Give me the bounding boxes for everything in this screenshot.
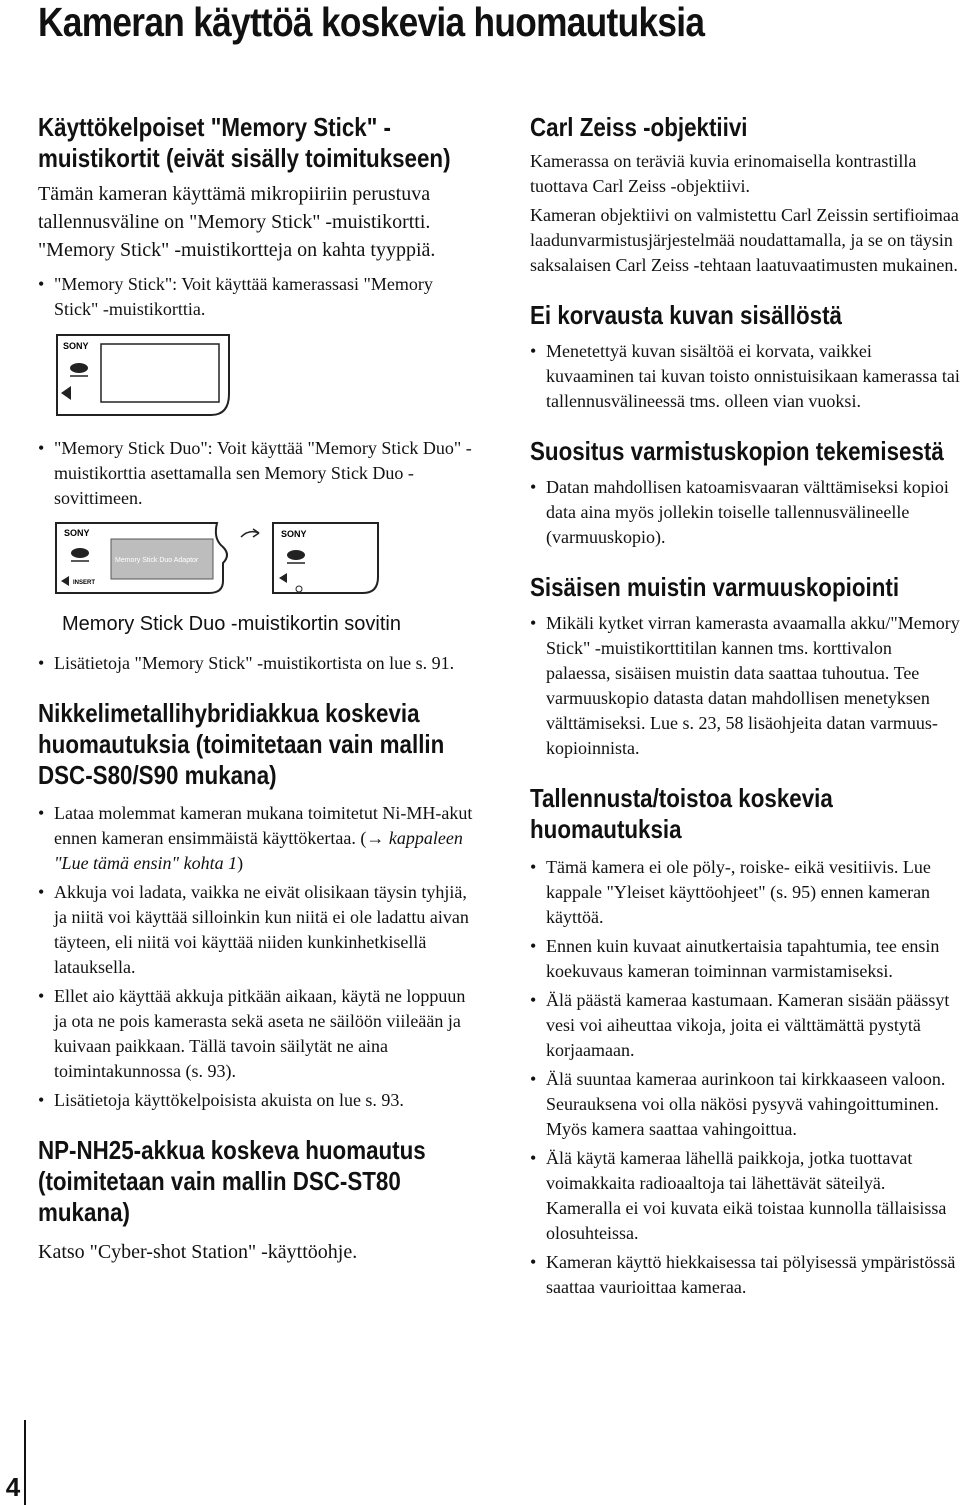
zeiss-heading: Carl Zeiss -objektiivi <box>530 112 748 142</box>
no-compensation-section <box>530 300 960 414</box>
zeiss-paragraph-2: Kameran objektiivi on valmistettu Carl Zeissin sertifioimaa laadunvarmistusjärjestelmää noudattamalla, ja se on täysin saksalaisen Carl Zeiss -tehtaan laatuvaatimusten mukainen. <box>530 205 959 275</box>
adaptor-brand-label: SONY <box>64 528 90 538</box>
backup-section <box>530 436 960 550</box>
memory-stick-duo-illustration <box>53 521 383 597</box>
adaptor-caption: Memory Stick Duo -muistikortin sovitin <box>62 613 401 635</box>
page-title: Kameran käyttöä koskevia huomautuksia <box>38 0 705 45</box>
no-compensation-heading: Ei korvausta kuvan sisällöstä <box>530 300 842 330</box>
duo-card-brand-label: SONY <box>281 529 307 539</box>
page-number: 4 <box>5 1472 21 1502</box>
no-compensation-list <box>530 339 960 414</box>
list-item: • Tämä kamera ei ole pöly-, roiske- eikä vesitiivis. Lue kappale "Yleiset käyttöohjeet" (s. 95) ennen kameran käyttöä. <box>530 855 960 930</box>
memory-stick-section <box>38 112 478 676</box>
list-item: • Lisätietoja "Memory Stick" -muistikortista on lue s. 91. <box>38 651 478 676</box>
nimh-heading: Nikkelimetallihybridiakkua koskevia huomautuksia (toimitetaan vain mallin DSC-S80/S90 mukana) <box>38 698 445 790</box>
list-item <box>38 801 478 876</box>
memory-stick-intro: Tämän kameran käyttämä mikropiiriin perustuva tallennusväline on "Memory Stick" -muistikortti. "Memory Stick" -muistikortteja on kahta tyyppiä. <box>38 183 436 261</box>
memory-stick-list-3 <box>38 651 478 676</box>
nimh-section <box>38 698 478 1113</box>
list-item: • Menetettyä kuvan sisältöä ei korvata, vaikkei kuvaaminen tai kuvan toisto onnistuisikaan kamerassa tai tallennusvälineessä tms. olleen vian vuoksi. <box>530 339 960 414</box>
right-column <box>530 112 960 1300</box>
nimh-bullet-1-text: Lataa molemmat kameran mukana toimitetut Ni-MH-akut ennen kameran ensimmäistä käyttökertaa. ( <box>54 803 473 848</box>
insert-label: INSERT <box>73 580 96 586</box>
list-item: • Lisätietoja käyttökelpoisista akuista on lue s. 93. <box>38 1088 478 1113</box>
recording-list <box>530 855 960 1300</box>
memory-stick-list-1 <box>38 272 478 322</box>
internal-backup-list <box>530 611 960 761</box>
backup-heading: Suositus varmistuskopion tekemisestä <box>530 436 944 466</box>
nimh-list <box>38 801 478 1113</box>
nimh-bullet-1-close: ) <box>237 853 244 873</box>
left-column <box>38 112 478 1266</box>
backup-list <box>530 475 960 550</box>
memory-stick-heading: Käyttökelpoiset "Memory Stick" -muistikortit (eivät sisälly toimitukseen) <box>38 112 451 173</box>
memory-stick-list-2 <box>38 436 478 511</box>
zeiss-section <box>530 112 960 278</box>
list-item: • Älä käytä kameraa lähellä paikkoja, jotka tuottavat voimakkaita radioaaltoja tai lähettävät säteilyä. Kameralla ei voi kuvata eikä toistaa kunnolla tällaisissa olosuhteissa. <box>530 1146 960 1246</box>
list-item: • Ellet aio käyttää akkuja pitkään aikaan, käytä ne loppuun ja ota ne pois kamerasta sekä aseta ne säilöön viileään ja kuivaan paikkaan. Tällä tavoin säilytät ne aina toimintakunnossa (s. 93). <box>38 984 478 1084</box>
list-item: • "Memory Stick Duo": Voit käyttää "Memory Stick Duo" -muistikorttia asettamalla sen Memory Stick Duo -sovittimeen. <box>38 436 478 511</box>
zeiss-paragraph-1: Kamerassa on teräviä kuvia erinomaisella kontrastilla tuottava Carl Zeiss -objektiivi. <box>530 151 917 196</box>
card-brand-label: SONY <box>63 341 89 351</box>
list-item: • Älä suuntaa kameraa aurinkoon tai kirkkaaseen valoon. Seurauksena voi olla näkösi pysyvä vahingoittuminen. Myös kamera saattaa vahingoittua. <box>530 1067 960 1142</box>
internal-backup-heading: Sisäisen muistin varmuuskopiointi <box>530 572 900 602</box>
list-item: • Datan mahdollisen katoamisvaaran välttämiseksi kopioi data aina myös jollekin toiselle tallennusvälineelle (varmuuskopio). <box>530 475 960 550</box>
memory-stick-card-illustration <box>53 332 233 418</box>
nimh-bullet-1-ref: kappaleen "Lue tämä ensin" kohta 1 <box>54 828 463 873</box>
list-item: • Mikäli kytket virran kamerasta avaamalla akku/"Memory Stick" -muistikorttitilan kannen tms. korttivalon palaessa, sisäisen muistin data saattaa tuhoutua. Tee varmuuskopio datasta datan mahdollisen menetyksen välttämiseksi. Lue s. 23, 58 lisäohjeita datan varmuus-kopioinnista. <box>530 611 960 761</box>
arrow-right-icon: → <box>366 828 385 848</box>
adaptor-label: Memory Stick Duo Adaptor <box>115 557 199 564</box>
npnh25-heading: NP-NH25-akkua koskeva huomautus (toimitetaan vain mallin DSC-ST80 mukana) <box>38 1135 426 1227</box>
recording-section <box>530 783 960 1300</box>
list-item: • "Memory Stick": Voit käyttää kamerassasi "Memory Stick" -muistikorttia. <box>38 272 478 322</box>
npnh25-section <box>38 1135 478 1266</box>
list-item: • Kameran käyttö hiekkaisessa tai pölyisessä ympäristössä saattaa vaurioittaa kameraa. <box>530 1250 960 1300</box>
list-item: • Älä päästä kameraa kastumaan. Kameran sisään päässyt vesi voi aiheuttaa vikoja, joita ei välttämättä pystytä korjaamaan. <box>530 988 960 1063</box>
npnh25-text: Katso "Cyber-shot Station" -käyttöohje. <box>38 1241 358 1263</box>
list-item: • Akkuja voi ladata, vaikka ne eivät olisikaan täysin tyhjiä, ja niitä voi käyttää silloinkin kun niitä ei ole ladattu aivan täyteen, eli niitä voi käyttää niiden kunkinhetkisellä latauksella. <box>38 880 478 980</box>
list-item: • Ennen kuin kuvaat ainutkertaisia tapahtumia, tee ensin koekuvaus kameran toiminnan varmistamiseksi. <box>530 934 960 984</box>
recording-heading: Tallennusta/toistoa koskevia huomautuksia <box>530 783 833 844</box>
internal-backup-section <box>530 572 960 761</box>
